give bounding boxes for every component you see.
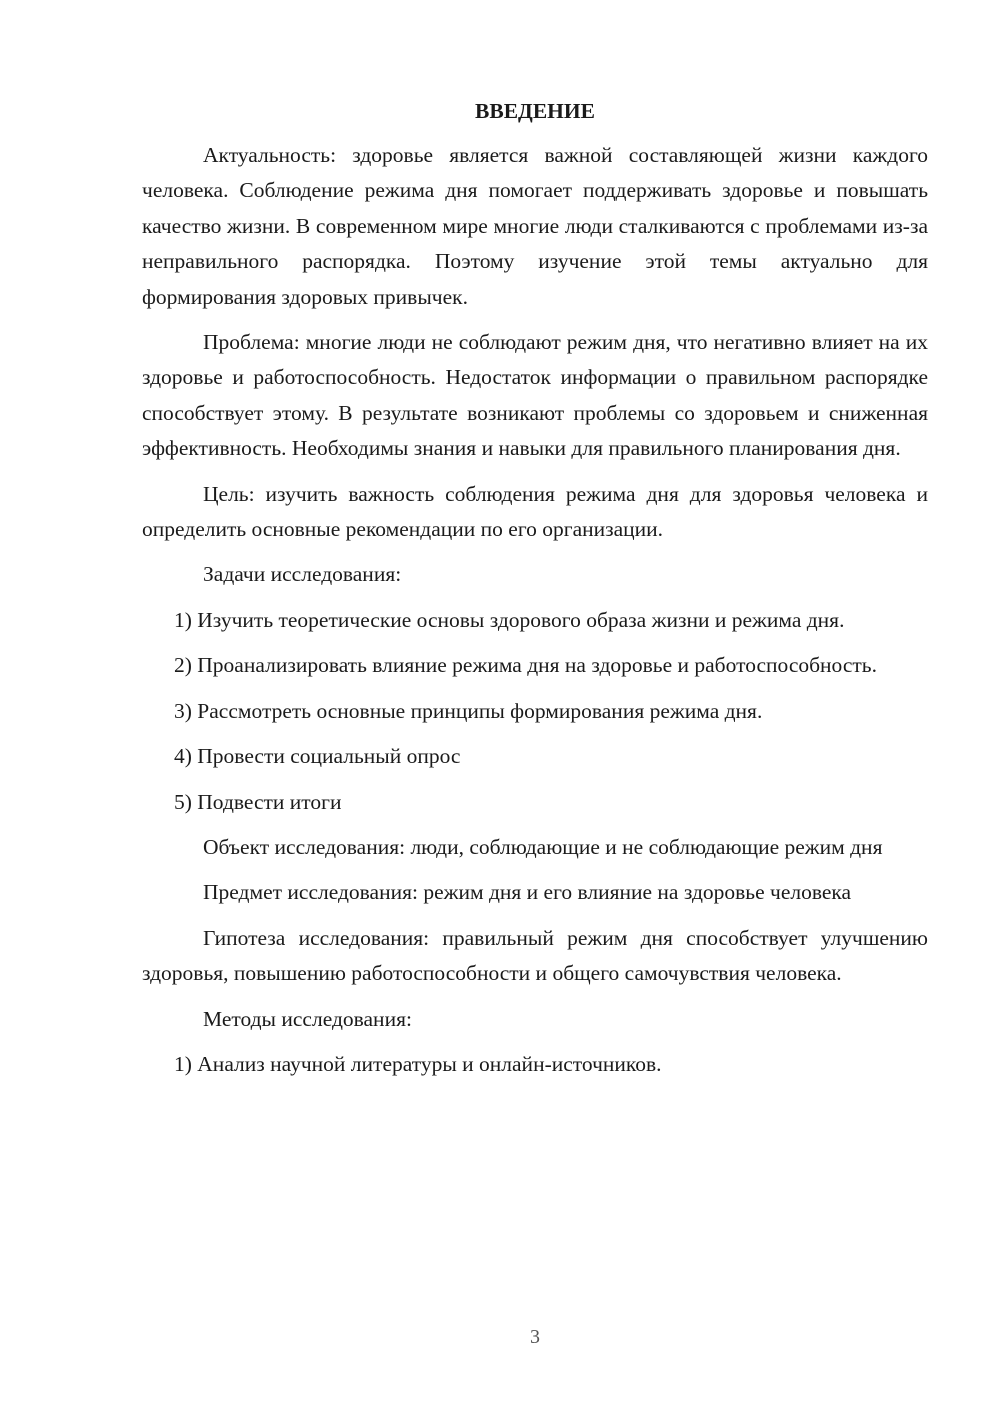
method-item: 1) Анализ научной литературы и онлайн-источников. — [174, 1051, 662, 1076]
section-title: ВВЕДЕНИЕ — [475, 99, 595, 123]
tasks-heading: Задачи исследования: — [203, 562, 402, 587]
paragraph-object: Объект исследования: люди, соблюдающие и не соблюдающие режим дня — [203, 834, 883, 859]
page-number: 3 — [530, 1326, 540, 1348]
methods-heading: Методы исследования: — [203, 1006, 412, 1031]
paragraph-relevance: Актуальность: здоровье является важной составляющей жизни каждого человека. Соблюдение режима дня помогает поддерживать здоровье и повышать качество жизни. В современном мире многие люди сталкиваются с проблемами из-за неправильного распорядка. Поэтому изучение этой темы актуально для формирования здоровых привычек. — [142, 143, 928, 309]
paragraph-goal: Цель: изучить важность соблюдения режима дня для здоровья человека и определить основные рекомендации по его организации. — [142, 481, 928, 542]
paragraph-hypothesis: Гипотеза исследования: правильный режим дня способствует улучшению здоровья, повышению работоспособности и общего самочувствия человека. — [142, 925, 928, 986]
task-item: 4) Провести социальный опрос — [174, 744, 461, 769]
paragraph-subject: Предмет исследования: режим дня и его влияние на здоровье человека — [203, 880, 852, 905]
task-item: 2) Проанализировать влияние режима дня на здоровье и работоспособность. — [174, 653, 877, 678]
task-item: 5) Подвести итоги — [174, 789, 342, 814]
task-item: 1) Изучить теоретические основы здорового образа жизни и режима дня. — [174, 607, 845, 632]
task-item: 3) Рассмотреть основные принципы формирования режима дня. — [174, 698, 763, 723]
paragraph-problem: Проблема: многие люди не соблюдают режим дня, что негативно влияет на их здоровье и работоспособность. Недостаток информации о правильном распорядке способствует этому. В результате возникают проблемы со здоровьем и сниженная эффективность. Необходимы знания и навыки для правильного планирования дня. — [142, 330, 928, 461]
document-page — [142, 96, 928, 1092]
